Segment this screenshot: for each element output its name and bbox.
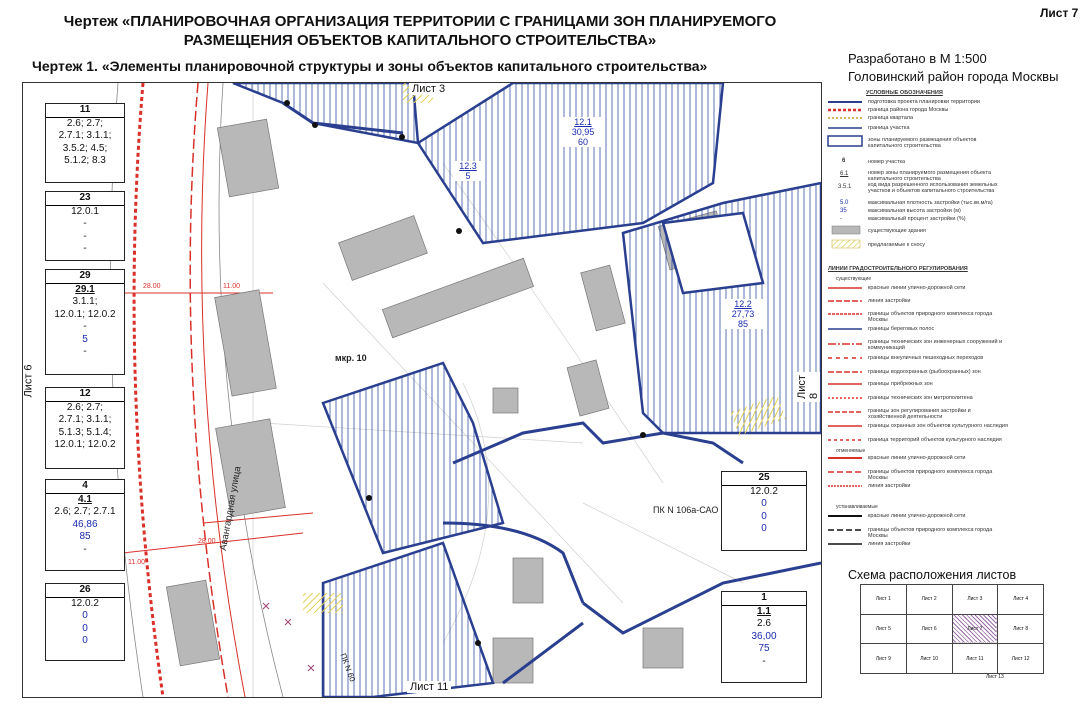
legend-group: существующие [836,276,872,282]
zone-label-12-2[interactable]: 12.2 27,73 85 [723,299,763,329]
sheet-left-label[interactable]: Лист 6 [23,361,35,400]
scheme-cell[interactable]: Лист 10 [906,644,952,674]
legend-item: границы охранных зон объектов культурного наследия [868,423,1008,429]
district-label: Головинский район города Москвы [848,69,1059,84]
legend-item: предлагаемые к сносу [868,242,926,248]
sheet-scheme[interactable] [860,584,1044,680]
scheme-cell[interactable]: Лист 5 [861,614,907,644]
legend-item: линия застройки [868,298,911,304]
zone-card-11[interactable]: 11 2.6; 2.7; 2.7.1; 3.1.1; 3.5.2; 4.5; 5.1.2; 8.3 [45,103,125,183]
scheme-cell[interactable]: Лист 9 [861,644,907,674]
legend-item: линия застройки [868,483,911,489]
legend-item: границы объектов природного комплекса города Москвы [868,311,993,323]
scheme-cell[interactable]: Лист 11 [952,644,998,674]
legend-item: границы внеуличных пешеходных переходов [868,355,984,361]
map-legend [822,86,1084,564]
legend-item: номер участка [868,159,906,165]
microdistrict-label: мкр. 10 [335,353,367,363]
map-subtitle: Чертеж 1. «Элементы планировочной структуры и зоны объектов капитального строительства» [32,58,708,74]
zone-label-12-1[interactable]: 12.1 30,95 60 [563,117,603,147]
legend-item: границы береговых полос [868,326,935,332]
sheet-top-label[interactable]: Лист 3 [409,83,448,95]
zone-card-12[interactable]: 12 2.6; 2.7; 2.7.1; 3.1.1; 5.1.3; 5.1.4; 12.0.1; 12.0.2 [45,387,125,469]
street-name: Авангардная улица [217,465,244,552]
sheet-bottom-label[interactable]: Лист 11 [407,681,451,693]
dim-label-1: 28.00 [143,283,161,290]
legend-item: границы технических зон инженерных сооружений и коммуникаций [868,339,1003,351]
legend-heading: УСЛОВНЫЕ ОБОЗНАЧЕНИЯ [866,90,943,96]
legend-item: граница участка [868,125,910,131]
pk-label: ПК N 106а-САО [653,505,719,515]
legend-group: отменяемые [836,448,866,454]
map-canvas[interactable] [22,82,822,698]
pk-label-2: ПК N 60 [338,652,358,683]
scheme-cell[interactable]: Лист 4 [998,585,1044,615]
legend-item: границы водоохранных (рыбоохранных) зон [868,369,981,375]
legend-item: граница района города Москвы [868,107,949,113]
legend-item: максимальная высота застройки (м) [868,208,961,214]
scale-label: Разработано в М 1:500 [848,51,987,66]
dim-label-2: 11.00 [223,283,240,290]
zone-card-4[interactable]: 4 4.1 2.6; 2.7; 2.7.1 46,86 85 - [45,479,125,571]
sheet-scheme-title: Схема расположения листов [848,568,1017,582]
legend-item: зоны планируемого размещения объектов капитального строительства [868,137,977,149]
sheet-number: Лист 7 [1040,6,1079,20]
legend-item: красные линии улично-дорожной сети [868,285,966,291]
scheme-cell[interactable]: Лист 1 [861,585,907,615]
legend-code-sample: 6.1 [840,171,849,177]
legend-item: подготовка проекта планировки территории [868,99,980,105]
zone-card-1[interactable]: 1 1.1 2.6 36,00 75 - [721,591,807,683]
legend-group: устанавливаемые [836,504,878,510]
scheme-cell[interactable]: Лист 3 [952,585,998,615]
sheet-scheme-grid [860,584,1044,674]
dim-label-3: 28.00 [198,538,216,545]
legend-item: линия застройки [868,541,911,547]
legend-item: номер зоны планируемого размещения объекта капитального строительства [868,170,992,182]
scheme-cell-current[interactable]: Лист 7 [952,614,998,644]
legend-item: максимальный процент застройки (%) [868,216,966,222]
legend-code-sample: 6 [842,158,846,164]
legend-item: код вида разрешенного использования земельных участков и объектов капитального строительства [868,182,998,194]
zone-card-26[interactable]: 26 12.0.2 0 0 0 [45,583,125,661]
scheme-cell[interactable]: Лист 8 [998,614,1044,644]
legend-subheading: ЛИНИИ ГРАДОСТРОИТЕЛЬНОГО РЕГУЛИРОВАНИЯ [828,266,968,272]
legend-item: границы объектов природного комплекса города Москвы [868,469,993,481]
zone-card-25[interactable]: 25 12.0.2 0 0 0 [721,471,807,551]
scheme-cell[interactable]: Лист 2 [906,585,952,615]
scale-info [848,50,1058,86]
zone-card-29[interactable]: 29 29.1 3.1.1; 12.0.1; 12.0.2 - 5 - [45,269,125,375]
legend-item: границы зон регулирования застройки и хозяйственной деятельности [868,408,971,420]
legend-item: существующие здания [868,228,926,234]
scheme-extra-cell[interactable]: Лист 13 [986,674,1004,680]
legend-item: границы прибрежных зон [868,381,933,387]
map-drawing [23,83,821,697]
legend-item: граница территорий объектов культурного наследия [868,437,1002,443]
legend-item: красные линии улично-дорожной сети [868,513,966,519]
legend-item: граница квартала [868,115,914,121]
dim-label-4: 11.00 [128,559,145,566]
scheme-cell[interactable]: Лист 12 [998,644,1044,674]
legend-code-sample: 3.5.1 [838,184,852,190]
scheme-cell[interactable]: Лист 6 [906,614,952,644]
legend-code-sample: 5.0 [840,200,849,206]
zone-label-12-3[interactable]: 12.3 5 [453,161,483,181]
zone-card-23[interactable]: 23 12.0.1 - - - [45,191,125,261]
legend-item: красные линии улично-дорожной сети [868,455,966,461]
sheet-right-label[interactable]: Лист 8 [796,372,820,402]
legend-code-sample: - [840,216,842,222]
map-title: Чертеж «ПЛАНИРОВОЧНАЯ ОРГАНИЗАЦИЯ ТЕРРИТОРИИ С ГРАНИЦАМИ ЗОН ПЛАНИРУЕМОГО РАЗМЕЩЕНИЯ ОБЪЕКТОВ КАПИТАЛЬНОГО СТРОИТЕЛЬСТВА» [63,13,777,49]
legend-item: границы объектов природного комплекса города Москвы [868,527,993,539]
legend-item: максимальная плотность застройки (тыс.кв.м/га) [868,200,993,206]
legend-symbols [822,86,1084,564]
legend-code-sample: 35 [840,208,847,214]
legend-item: границы технических зон метрополитена [868,395,973,401]
